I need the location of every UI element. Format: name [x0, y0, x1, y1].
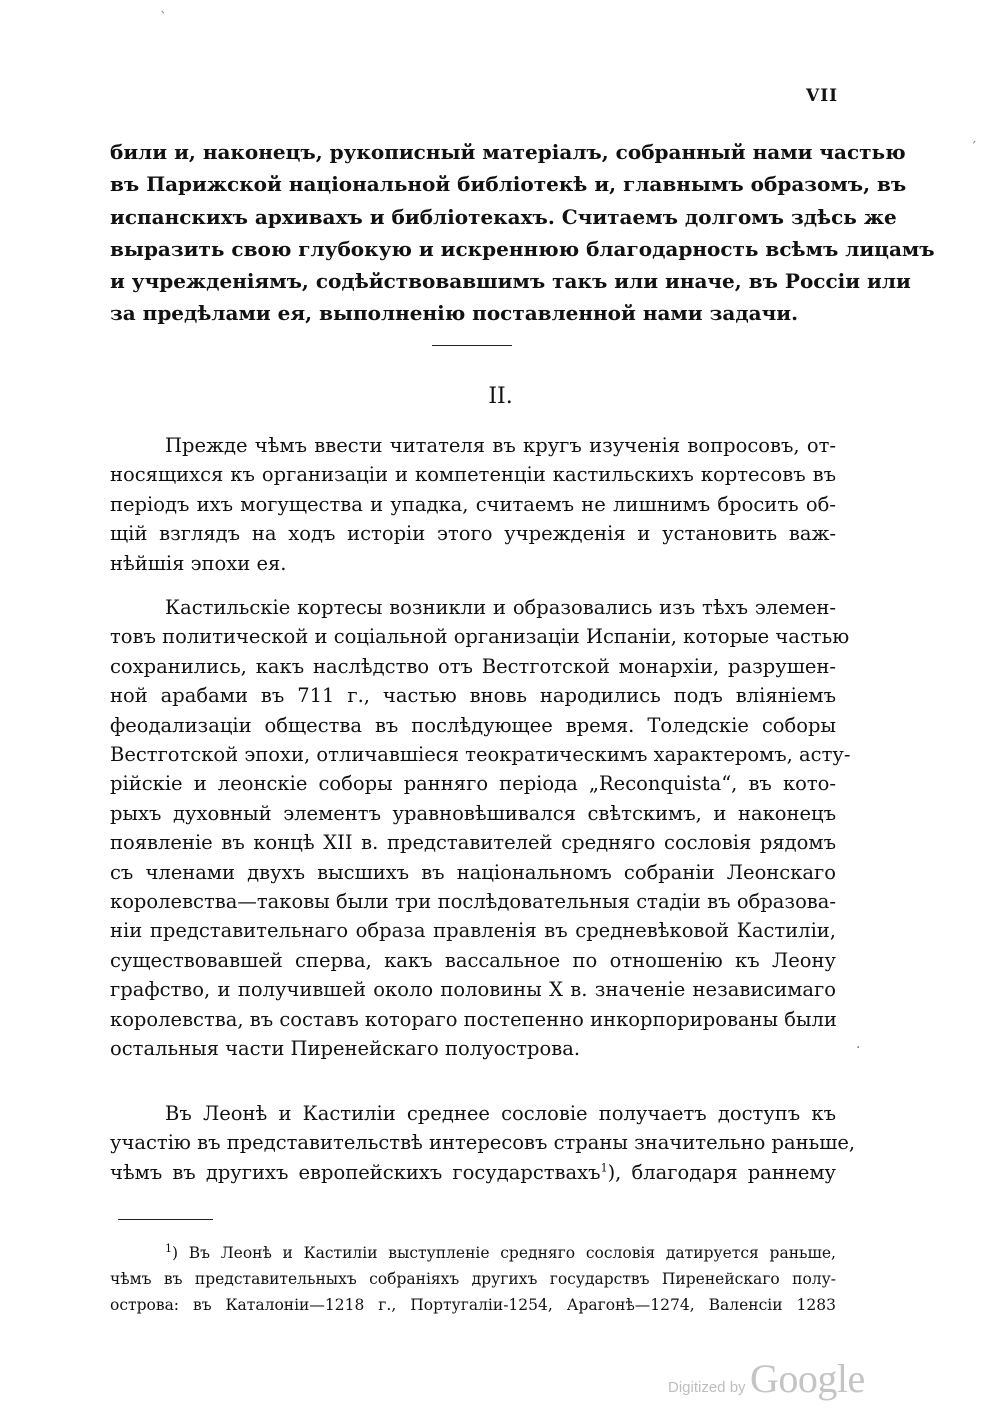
- footnote-reference: 1: [600, 1161, 608, 1175]
- text-line: выразить свою глубокую и искреннюю благодарность всѣмъ лицамъ: [110, 236, 935, 261]
- text-line: рійскіе и леонскіе соборы ранняго періода „Reconquista“, въ кото-: [110, 772, 836, 796]
- text-line: королевства—таковы были три послѣдовательныя стадіи въ образова-: [110, 890, 836, 914]
- paragraph-2: [110, 431, 836, 578]
- text-line: появленіе въ концѣ XII в. представителей средняго сословія рядомъ: [110, 831, 836, 855]
- text-line: товъ политической и соціальной организаціи Испаніи, которые частью: [110, 625, 850, 649]
- text-line: испанскихъ архивахъ и библіотекахъ. Считаемъ долгомъ здѣсь же: [110, 204, 897, 229]
- footnote: [110, 1240, 836, 1318]
- text-line: и учрежденіямъ, содѣйствовавшимъ такъ или иначе, въ Россіи или: [110, 269, 911, 294]
- text-line: рыхъ духовный элементъ уравновѣшивался свѣтскимъ, и наконецъ: [110, 801, 836, 825]
- text-line-with-footnote-ref: [110, 1158, 836, 1187]
- text-line: Прежде чѣмъ ввести читателя въ кругъ изученія вопросовъ, от-: [165, 434, 836, 457]
- scan-speck: ˊ: [970, 140, 977, 156]
- footnote-line: острова: въ Каталоніи—1218 г., Португаліи-1254, Арагонѣ—1274, Валенсіи 1283: [110, 1296, 836, 1314]
- text-line: ной арабами въ 711 г., частью вновь народились подъ вліяніемъ: [110, 684, 836, 708]
- text-line: съ членами двухъ высшихъ въ національномъ собраніи Леонскаго: [110, 860, 836, 884]
- text-line: въ Парижской національной библіотекѣ и, главнымъ образомъ, въ: [110, 172, 907, 197]
- text-line: остальныя части Пиренейскаго полуострова.: [110, 1037, 581, 1061]
- section-heading: II.: [488, 384, 513, 409]
- text-line: королевства, въ составъ котораго постепенно инкорпорированы были: [110, 1007, 837, 1031]
- text-fragment: ), благодаря раннему: [607, 1160, 836, 1184]
- paragraph-3: [110, 593, 851, 1064]
- scan-speck: ˋ: [160, 10, 167, 26]
- watermark-prefix: Digitized by: [668, 1379, 746, 1396]
- page-number: VII: [806, 86, 839, 106]
- text-line: феодализаціи общества въ послѣдующее время. Толедскіе соборы: [110, 713, 836, 737]
- text-line: графство, и получившей около половины X в. значеніе независимаго: [110, 978, 836, 1002]
- text-line: существовавшей сперва, какъ вассальное по отношенію къ Леону: [110, 948, 836, 972]
- text-line: за предѣлами ея, выполненію поставленной нами задачи.: [110, 301, 799, 326]
- scan-speck: ·: [856, 1040, 861, 1056]
- paragraph-intro-continuation: [110, 136, 935, 330]
- text-line: щій взглядъ на ходъ исторіи этого учрежденія и установить важ-: [110, 522, 836, 546]
- text-line: Вестготской эпохи, отличавшіеся теократическимъ характеромъ, асту-: [110, 743, 851, 767]
- text-line: ніи представительнаго образа правленія въ средневѣковой Кастиліи,: [110, 919, 836, 943]
- footnote-divider: [118, 1219, 213, 1220]
- text-line: Въ Леонѣ и Кастиліи среднее сословіе получаетъ доступъ къ: [165, 1102, 836, 1125]
- footnote-line: [110, 1240, 836, 1266]
- google-logo: Google: [750, 1356, 865, 1401]
- text-line: Кастильскіе кортесы возникли и образовались изъ тѣхъ элемен-: [165, 596, 836, 619]
- footnote-marker: 1: [165, 1241, 172, 1255]
- text-line: участію въ представительствѣ интересовъ страны значительно раньше,: [110, 1131, 856, 1155]
- text-line: носящихся къ организаціи и компетенціи кастильскихъ кортесовъ въ: [110, 463, 836, 487]
- text-fragment: ) Въ Леонѣ и Кастиліи выступленіе средняго сословія датируется раньше,: [172, 1244, 836, 1262]
- text-line: періодъ ихъ могущества и упадка, считаемъ не лишнимъ бросить об-: [110, 492, 836, 516]
- text-fragment: чѣмъ въ другихъ европейскихъ государствахъ: [110, 1160, 601, 1184]
- digitized-watermark: [668, 1355, 865, 1402]
- paragraph-4: [110, 1099, 856, 1187]
- footnote-line: чѣмъ въ представительныхъ собраніяхъ другихъ государствъ Пиренейскаго полу-: [110, 1270, 836, 1288]
- text-line: били и, наконецъ, рукописный матеріалъ, собранный нами частью: [110, 140, 906, 164]
- text-line: нѣйшія эпохи ея.: [110, 551, 287, 575]
- section-divider: [432, 345, 512, 346]
- text-line: сохранились, какъ наслѣдство отъ Вестготской монархіи, разрушен-: [110, 654, 836, 678]
